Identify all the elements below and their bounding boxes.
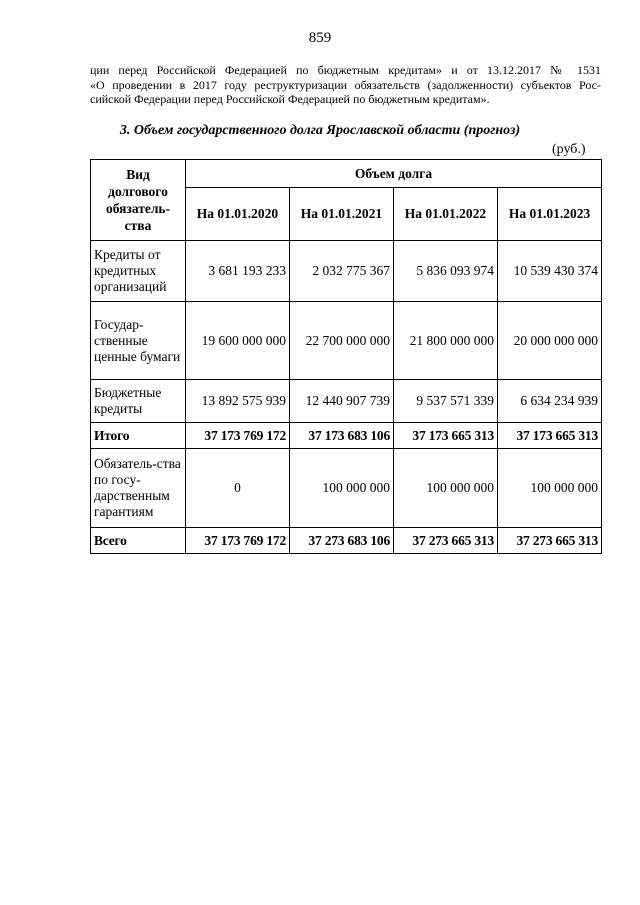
row-label: Всего bbox=[91, 528, 186, 554]
cell-value: 12 440 907 739 bbox=[290, 380, 394, 423]
cell-value: 37 173 665 313 bbox=[394, 423, 498, 449]
intro-line: «О проведении в 2017 году реструктуризации обязательств (задолженности) субъектов Рос- bbox=[90, 77, 601, 92]
table-row-subtotal bbox=[91, 423, 602, 449]
table-row bbox=[91, 302, 602, 380]
cell-value: 37 273 665 313 bbox=[394, 528, 498, 554]
header-date: На 01.01.2021 bbox=[290, 187, 394, 240]
cell-value: 3 681 193 233 bbox=[186, 241, 290, 302]
cell-value: 37 273 665 313 bbox=[498, 528, 602, 554]
cell-value: 0 bbox=[186, 449, 290, 528]
cell-value: 37 173 665 313 bbox=[498, 423, 602, 449]
cell-value: 37 173 683 106 bbox=[290, 423, 394, 449]
cell-value: 100 000 000 bbox=[290, 449, 394, 528]
cell-value: 37 273 683 106 bbox=[290, 528, 394, 554]
cell-value: 37 173 769 172 bbox=[186, 423, 290, 449]
unit-label: (руб.) bbox=[552, 142, 586, 157]
table-row bbox=[91, 380, 602, 423]
row-label: Обязатель-ства по госу-дарственным гарантиям bbox=[91, 449, 186, 528]
header-debt-type: Вид долгового обязатель-ства bbox=[91, 160, 186, 241]
debt-table bbox=[90, 159, 602, 554]
row-label: Бюджетные кредиты bbox=[91, 380, 186, 423]
cell-value: 9 537 571 339 bbox=[394, 380, 498, 423]
row-label: Итого bbox=[91, 423, 186, 449]
table-row-grand-total bbox=[91, 528, 602, 554]
table-row bbox=[91, 241, 602, 302]
table-row bbox=[91, 449, 602, 528]
cell-value: 6 634 234 939 bbox=[498, 380, 602, 423]
cell-value: 100 000 000 bbox=[394, 449, 498, 528]
cell-value: 37 173 769 172 bbox=[186, 528, 290, 554]
intro-line: ции перед Российской Федерацией по бюджетным кредитам» и от 13.12.2017 № 1531 bbox=[90, 63, 601, 77]
section-title: 3. Объем государственного долга Ярославской области (прогноз) bbox=[119, 123, 521, 138]
cell-value: 5 836 093 974 bbox=[394, 241, 498, 302]
row-label: Кредиты от кредитных организаций bbox=[91, 241, 186, 302]
header-date: На 01.01.2023 bbox=[498, 187, 602, 240]
cell-value: 10 539 430 374 bbox=[498, 241, 602, 302]
page-number: 859 bbox=[308, 30, 332, 46]
cell-value: 2 032 775 367 bbox=[290, 241, 394, 302]
row-label: Государ-ственные ценные бумаги bbox=[91, 302, 186, 380]
intro-paragraph bbox=[90, 63, 601, 107]
header-date: На 01.01.2022 bbox=[394, 187, 498, 240]
header-date: На 01.01.2020 bbox=[186, 187, 290, 240]
cell-value: 100 000 000 bbox=[498, 449, 602, 528]
intro-line: сийской Федерации перед Российской Федерацией по бюджетным кредитам». bbox=[90, 92, 490, 106]
cell-value: 22 700 000 000 bbox=[290, 302, 394, 380]
cell-value: 20 000 000 000 bbox=[498, 302, 602, 380]
cell-value: 13 892 575 939 bbox=[186, 380, 290, 423]
header-debt-volume: Объем долга bbox=[186, 160, 602, 188]
cell-value: 19 600 000 000 bbox=[186, 302, 290, 380]
cell-value: 21 800 000 000 bbox=[394, 302, 498, 380]
